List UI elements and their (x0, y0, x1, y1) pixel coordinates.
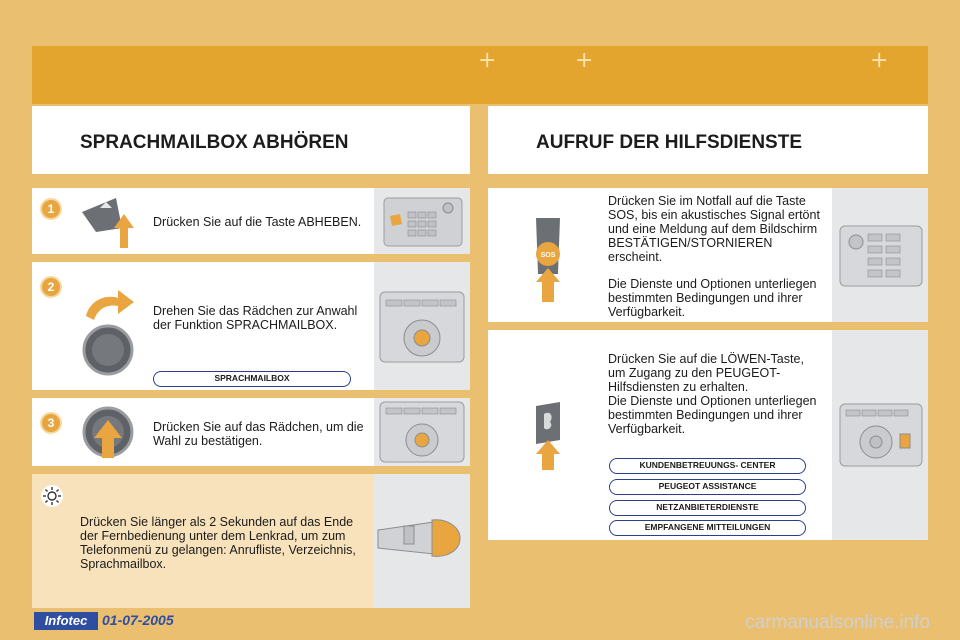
sos-text-line-6: Die Dienste und Optionen unterliegen (608, 277, 817, 291)
sos-panel (488, 188, 928, 322)
sos-text-line-1: Drücken Sie im Notfall auf die Taste (608, 194, 806, 208)
sos-text-line-5: erscheint. (608, 250, 663, 264)
radio-panel-thumbnail (832, 188, 928, 322)
infotec-logo: Infotec (34, 612, 98, 630)
sos-text-line-2: SOS, bis ein akustisches Signal ertönt (608, 208, 820, 222)
radio-dial-image (374, 398, 470, 466)
step-number-badge: 2 (40, 276, 62, 298)
radio-panel-thumbnail (374, 262, 470, 390)
sos-text-line-4: BESTÄTIGEN/STORNIEREN (608, 236, 773, 250)
lightbulb-tip-icon (40, 484, 64, 508)
sos-text-line-8: Verfügbarkeit. (608, 305, 686, 319)
document-date: 01-07-2005 (102, 612, 174, 628)
radio-dial-image (374, 262, 470, 390)
step-1-panel (32, 188, 470, 254)
lion-text-line-6: Verfügbarkeit. (608, 422, 686, 436)
step-3-text-line-2: Wahl zu bestätigen. (153, 434, 263, 448)
empfangene-mitteilungen-label: EMPFANGENE MITTEILUNGEN (609, 520, 806, 536)
lion-text-line-3: Hilfsdiensten zu erhalten. (608, 380, 749, 394)
step-2-text-line-2: der Funktion SPRACHMAILBOX. (153, 318, 338, 332)
step-2-text-line-1: Drehen Sie das Rädchen zur Anwahl (153, 304, 358, 318)
netzanbieterdienste-label: NETZANBIETERDIENSTE (609, 500, 806, 516)
radio-dial-lion-image (832, 330, 928, 540)
step-number-badge: 1 (40, 198, 62, 220)
rotary-knob-press-icon (78, 402, 144, 464)
sos-text-line-7: bestimmten Bedingungen und ihrer (608, 291, 803, 305)
tip-text-line-3: Telefonmenü zu gelangen: Anrufliste, Verzeichnis, (80, 543, 356, 557)
steering-stalk-thumbnail (374, 474, 470, 608)
crosshair-mark: + (870, 48, 889, 73)
step-2-panel (32, 262, 470, 390)
radio-panel-thumbnail (832, 330, 928, 540)
lion-button-icon (528, 400, 568, 470)
sos-button-icon (528, 214, 568, 306)
radio-keypad-image (374, 188, 470, 254)
left-header-panel (32, 106, 470, 174)
step-3-panel (32, 398, 470, 466)
lion-text-line-2: um Zugang zu den PEUGEOT- (608, 366, 781, 380)
lion-text-line-5: bestimmten Bedingungen und ihrer (608, 408, 803, 422)
step-1-text: Drücken Sie auf die Taste ABHEBEN. (153, 215, 362, 229)
tip-text-line-2: der Fernbedienung unter dem Lenkrad, um zum (80, 529, 346, 543)
sprachmailbox-menu-label: SPRACHMAILBOX (153, 371, 351, 387)
sos-label: SOS (540, 252, 556, 259)
steering-column-stalk-image (374, 474, 470, 608)
crosshair-mark: + (575, 48, 594, 73)
kundenbetreuungs-center-label: KUNDENBETREUUNGS- CENTER (609, 458, 806, 474)
sos-text-line-3: und eine Meldung auf dem Bildschirm (608, 222, 818, 236)
radio-buttons-image (832, 188, 928, 322)
tip-panel (32, 474, 470, 608)
lion-services-panel (488, 330, 928, 540)
watermark-text: carmanualsonline.info (745, 612, 930, 633)
lion-text-line-1: Drücken Sie auf die LÖWEN-Taste, (608, 352, 804, 366)
rotary-knob-turn-icon (78, 286, 144, 376)
tip-text-line-4: Sprachmailbox. (80, 557, 167, 571)
lion-text-line-4: Die Dienste und Optionen unterliegen (608, 394, 817, 408)
step-3-text-line-1: Drücken Sie auf das Rädchen, um die (153, 420, 364, 434)
crosshair-mark: + (478, 48, 497, 73)
step-number-badge: 3 (40, 412, 62, 434)
tip-text-line-1: Drücken Sie länger als 2 Sekunden auf das Ende (80, 515, 354, 529)
left-section-title: SPRACHMAILBOX ABHÖREN (80, 132, 349, 153)
radio-panel-thumbnail (374, 188, 470, 254)
radio-panel-thumbnail (374, 398, 470, 466)
right-section-title: AUFRUF DER HILFSDIENSTE (536, 132, 802, 153)
right-header-panel (488, 106, 928, 174)
peugeot-assistance-label: PEUGEOT ASSISTANCE (609, 479, 806, 495)
pickup-button-icon (76, 192, 136, 250)
